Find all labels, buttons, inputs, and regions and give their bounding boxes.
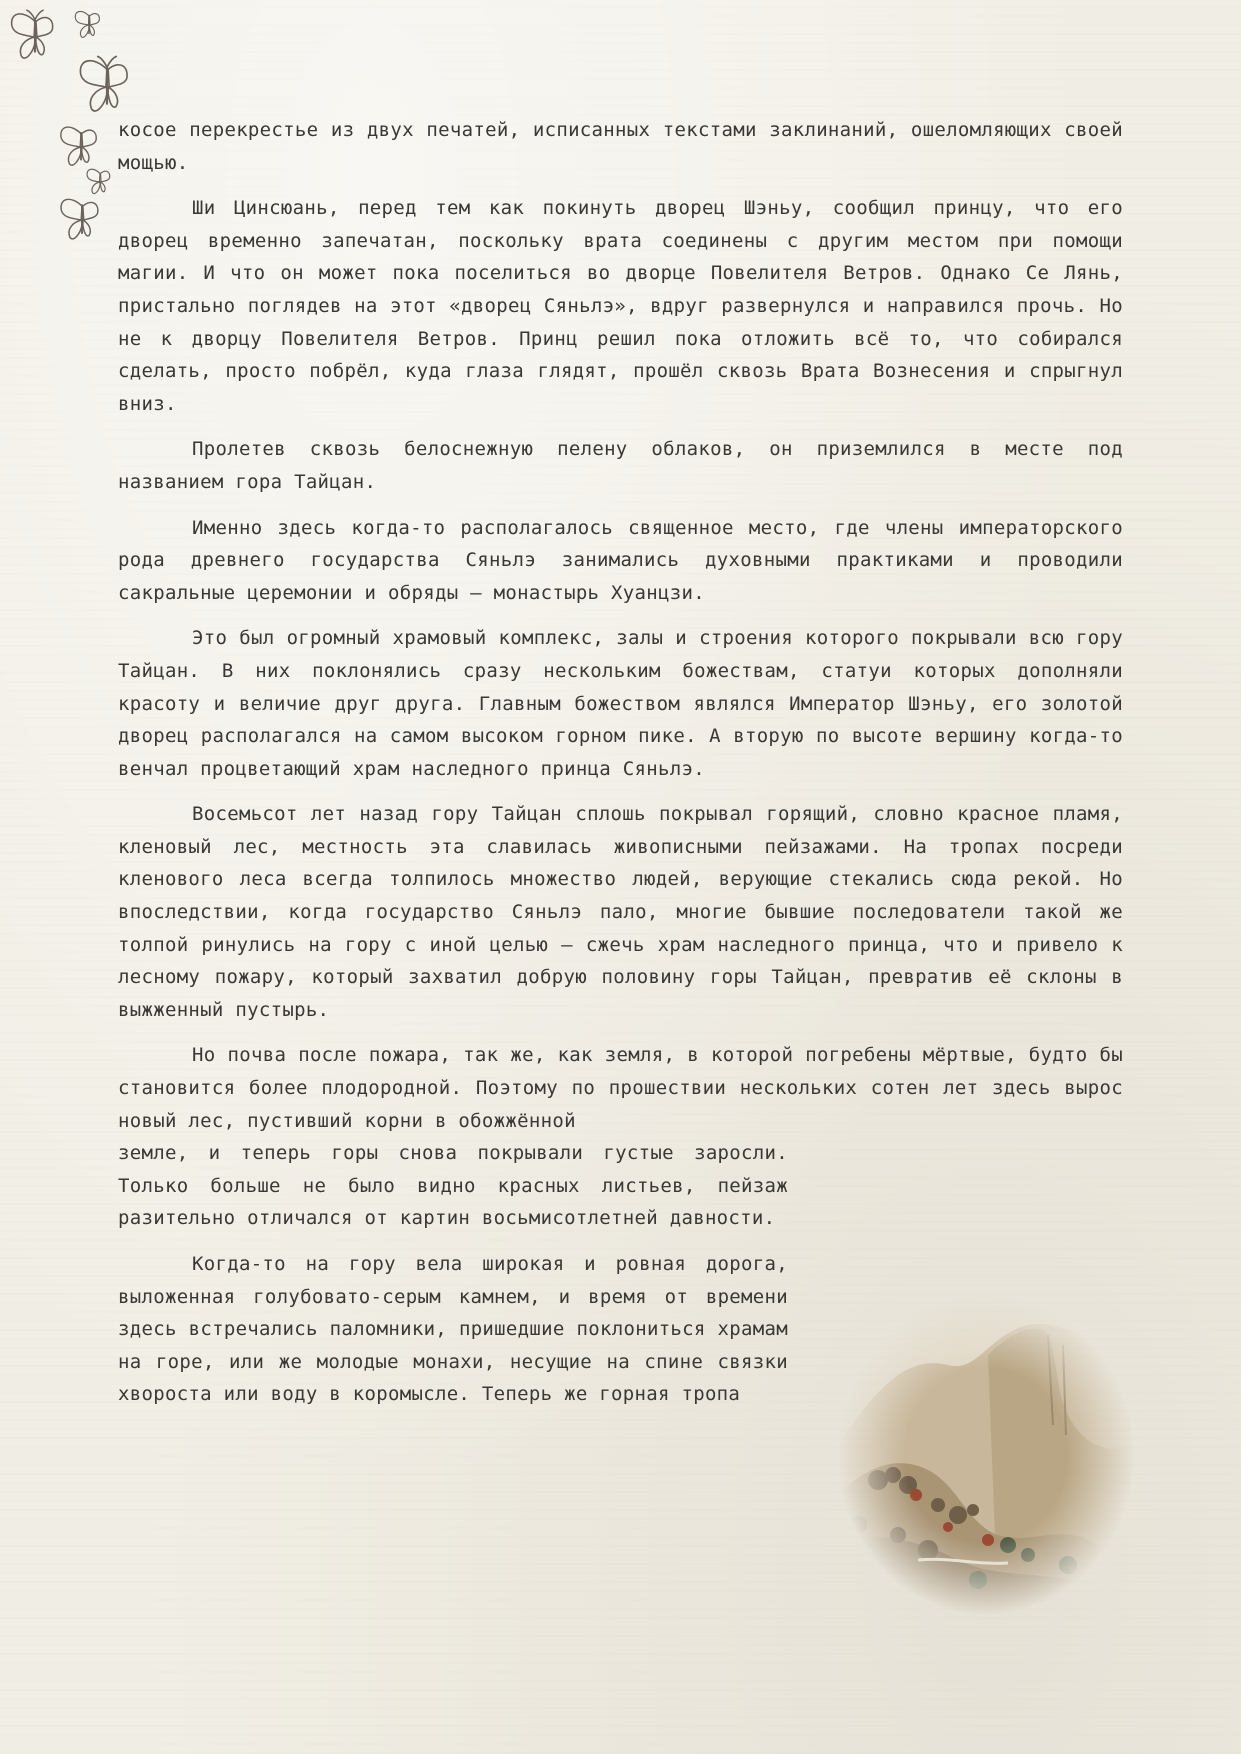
paragraph: Когда-то на гору вела широкая и ровная дорога, выложенная голубовато-серым камнем, и время от времени здесь встречались паломники, пришедшие поклониться храмам на горе, или же молодые монахи, несущие на спине связки хвороста или воду в коромысле. Теперь же горная тропа — [118, 1253, 788, 1406]
chapter-text — [118, 114, 1123, 1424]
paragraph: Ши Цинсюань, перед тем как покинуть дворец Шэньу, сообщил принцу, что его дворец временно запечатан, поскольку врата соединены с другим местом при помощи магии. И что он может пока поселиться во дворце Повелителя Ветров. Однако Се Лянь, пристально поглядев на этот «дворец Сяньлэ», вдруг развернулся и направился прочь. Но не к дворцу Повелителя Ветров. Принц решил пока отложить всё то, что собирался сделать, просто побрёл, куда глаза глядят, прошёл сквозь Врата Вознесения и спрыгнул вниз. — [118, 197, 1123, 415]
paragraph-wrapping-illustration — [118, 1039, 1123, 1235]
paragraph: Пролетев сквозь белоснежную пелену облаков, он приземлился в месте под названием гора Тайцан. — [118, 438, 1123, 493]
butterfly-icon — [56, 122, 106, 172]
paragraph: Именно здесь когда-то располагалось священное место, где члены императорского рода древнего государства Сяньлэ занимались духовными практиками и проводили сакральные церемонии и обряды — монастырь Хуанцзи. — [118, 516, 1123, 604]
paragraph-continued: земле, и теперь горы снова покрывали густые заросли. Только больше не было видно красных листьев, пейзаж разительно отличался от картин восьмисотлетней давности. — [118, 1142, 788, 1230]
butterfly-icon — [74, 54, 140, 120]
butterfly-icon — [56, 194, 108, 246]
paragraph: Это был огромный храмовый комплекс, залы и строения которого покрывали всю гору Тайцан. В них поклонялись сразу нескольким божествам, статуи которых дополняли красоту и величие друг друга. Главным божеством являлся Император Шэньу, его золотой дворец располагался на самом высоком горном пике. А вторую по высоте вершину когда-то венчал процветающий храм наследного принца Сяньлэ. — [118, 627, 1123, 780]
paragraph: Но почва после пожара, так же, как земля, в которой погребены мёртвые, будто бы становится более плодородной. Поэтому по прошествии нескольких сотен лет здесь вырос новый лес, пустивший корни в обожжённой — [118, 1044, 1123, 1132]
paragraph: косое перекрестье из двух печатей, исписанных текстами заклинаний, ошеломляющих своей мощью. — [118, 119, 1123, 174]
butterfly-icon — [6, 8, 64, 66]
paragraph: Восемьсот лет назад гору Тайцан сплошь покрывал горящий, словно красное пламя, кленовый лес, местность эта славилась живописными пейзажами. На тропах посреди кленового леса всегда толпилось множество людей, верующие стекались сюда рекой. Но впоследствии, когда государство Сяньлэ пало, многие бывшие последователи такой же толпой ринулись на гору с иной целью — сжечь храм наследного принца, что и привело к лесному пожару, который захватил добрую половину горы Тайцан, превратив её склоны в выжженный пустырь. — [118, 803, 1123, 1021]
mountain-landscape-illustration — [838, 1295, 1134, 1615]
butterfly-icon — [72, 8, 106, 42]
